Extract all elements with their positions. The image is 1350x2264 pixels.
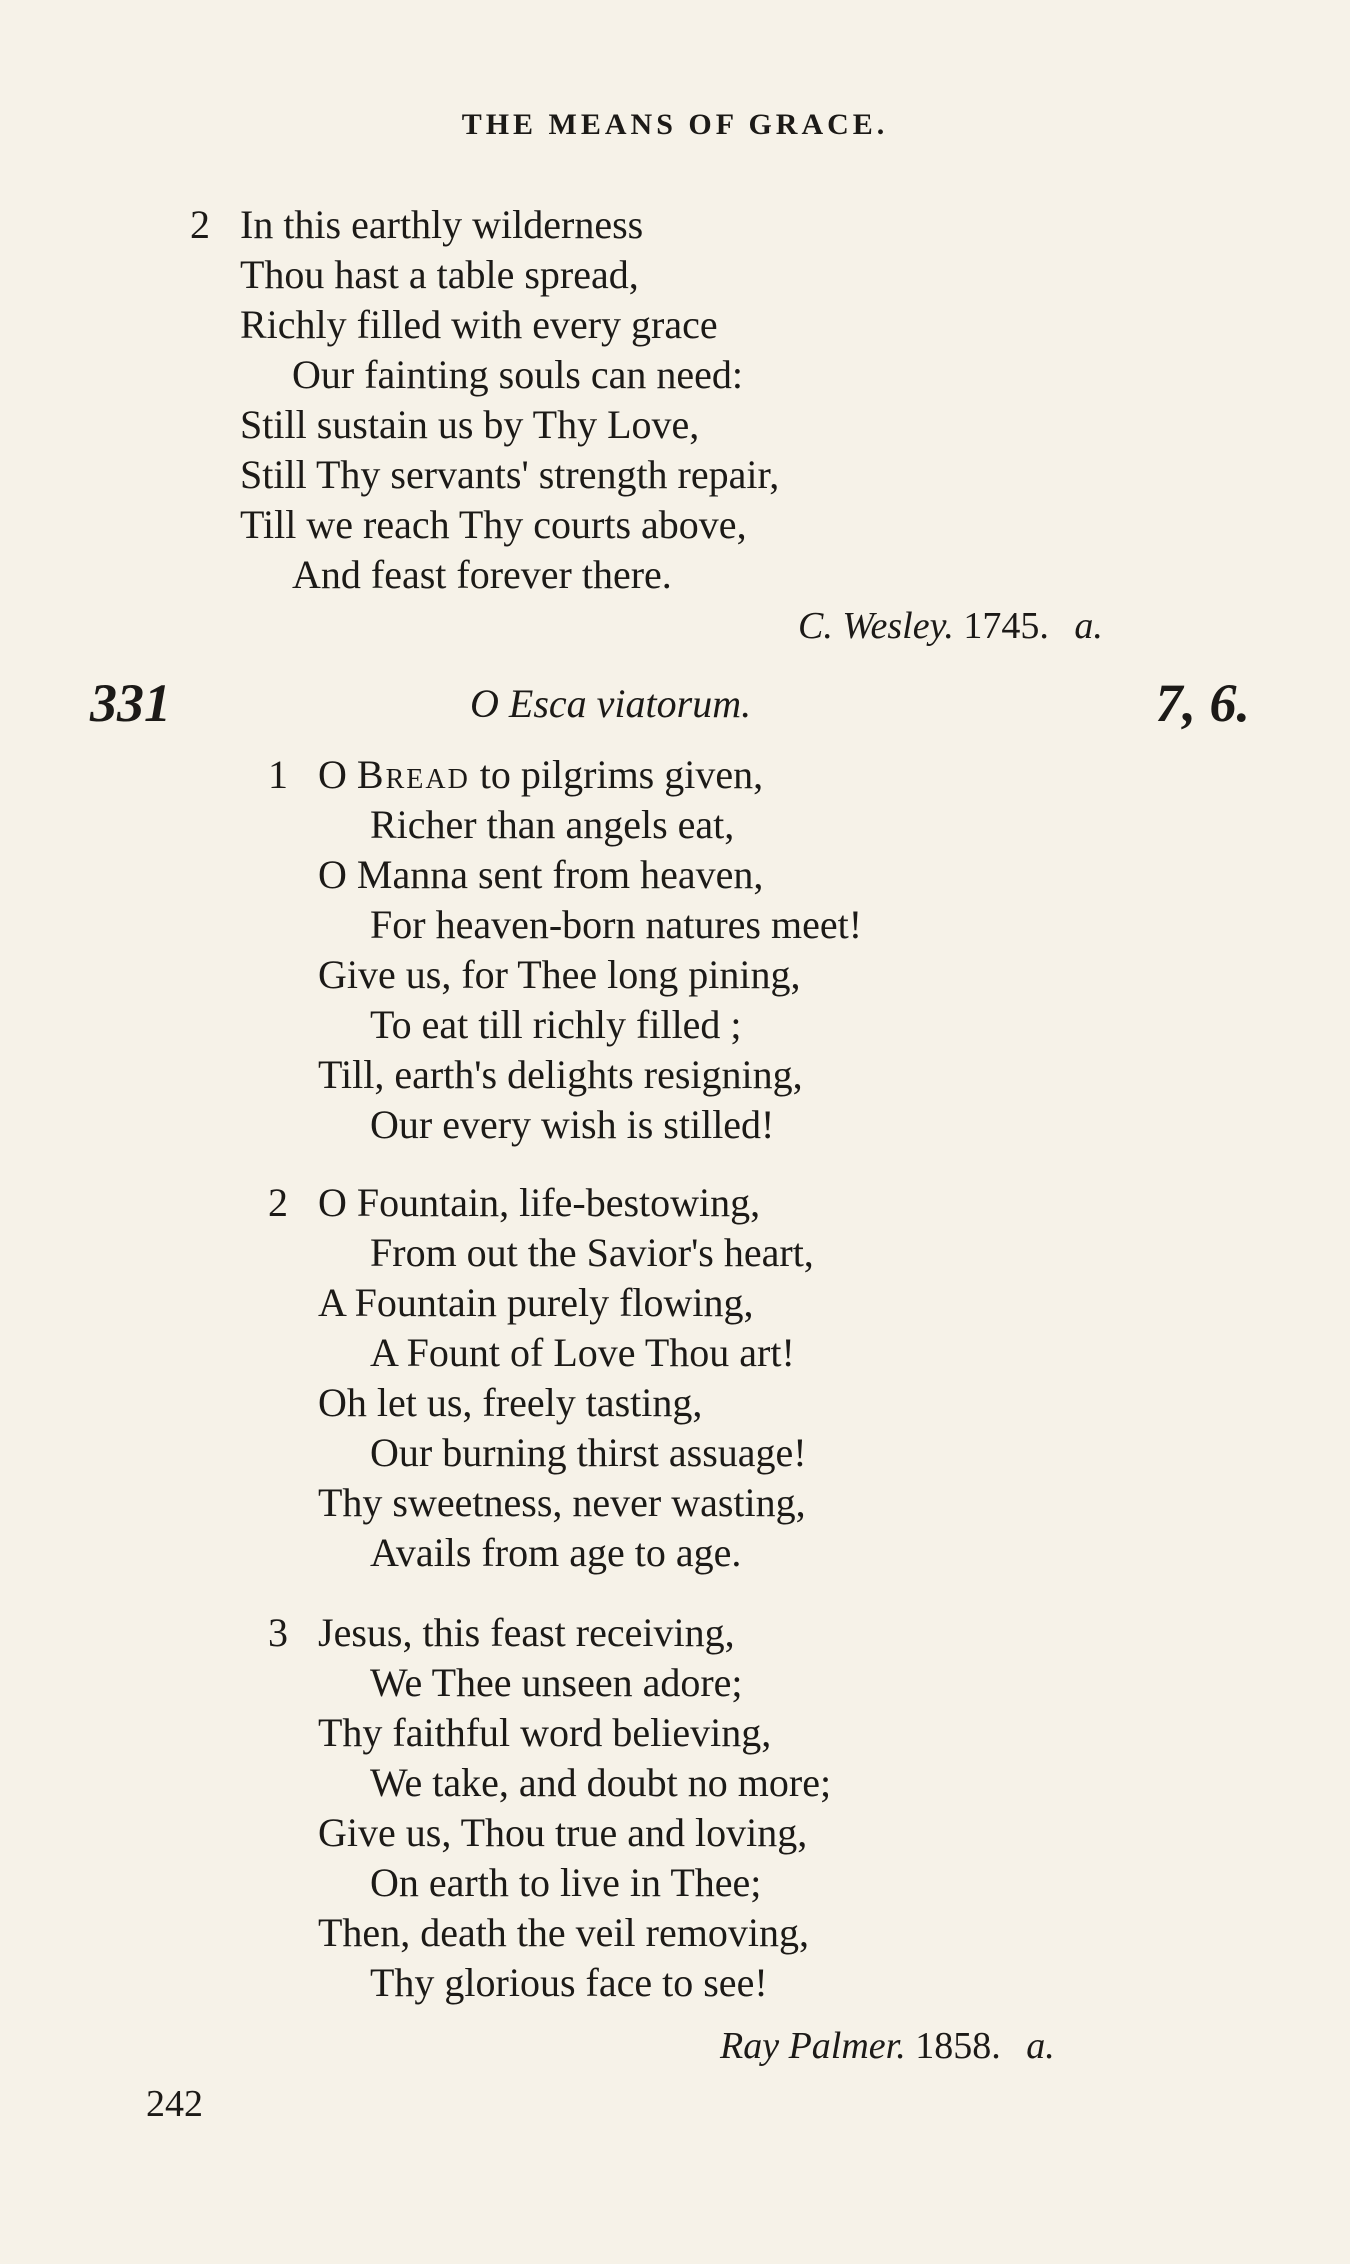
- verse-line: And feast forever there.: [292, 552, 672, 597]
- hymn-number: 331: [90, 673, 171, 733]
- verse-line: We take, and doubt no more;: [370, 1760, 832, 1805]
- verse-line: Oh let us, freely tasting,: [318, 1380, 703, 1425]
- author-year: 1858.: [915, 2025, 1001, 2067]
- verse-number: 2: [190, 202, 210, 247]
- verse-line: A Fountain purely flowing,: [318, 1280, 754, 1325]
- verse-line: Till we reach Thy courts above,: [240, 502, 747, 547]
- author-name: Ray Palmer.: [720, 2025, 906, 2067]
- verse-line: We Thee unseen adore;: [370, 1660, 743, 1705]
- verse-line: Thy sweetness, never wasting,: [318, 1480, 806, 1525]
- verse-number: 3: [268, 1610, 288, 1655]
- verse-line: 1 O Bread to pilgrims given,: [268, 750, 862, 800]
- verse-number: 2: [268, 1180, 288, 1225]
- verse-line: On earth to live in Thee;: [370, 1860, 762, 1905]
- hymn-verse-3: [268, 1608, 831, 2008]
- verse-line: Our burning thirst assuage!: [370, 1430, 807, 1475]
- verse-line: Avails from age to age.: [370, 1530, 742, 1575]
- verse-line: Richer than angels eat,: [370, 802, 735, 847]
- running-head: THE MEANS OF GRACE.: [461, 108, 889, 141]
- verse-line: A Fount of Love Thou art!: [370, 1330, 795, 1375]
- verse-line: Give us, Thou true and loving,: [318, 1810, 808, 1855]
- author-year: 1745.: [963, 605, 1049, 647]
- page-number: 242: [146, 2083, 203, 2125]
- verse-line: Our every wish is stilled!: [370, 1102, 775, 1147]
- verse-line: Thy faithful word believing,: [318, 1710, 772, 1755]
- verse-line: Richly filled with every grace: [240, 302, 718, 347]
- verse-line: Till, earth's delights resigning,: [318, 1052, 803, 1097]
- verse-line: Our fainting souls can need:: [292, 352, 743, 397]
- small-caps-word: Bread: [356, 752, 470, 797]
- verse-line: Thou hast a table spread,: [240, 252, 639, 297]
- hymn-title: O Esca viatorum.: [470, 681, 752, 726]
- verse-number: 1: [268, 752, 288, 797]
- author-abbr: a.: [1074, 605, 1103, 647]
- author-name: C. Wesley.: [798, 605, 954, 647]
- hymn-verse-1: [268, 750, 862, 1150]
- verse-line: 2 In this earthly wilderness: [190, 200, 779, 250]
- author-abbr: a.: [1026, 2025, 1055, 2067]
- verse-line: Still Thy servants' strength repair,: [240, 452, 780, 497]
- verse-line: Thy glorious face to see!: [370, 1960, 768, 2005]
- verse-line: 2 O Fountain, life-bestowing,: [268, 1178, 814, 1228]
- verse-line: From out the Savior's heart,: [370, 1230, 814, 1275]
- verse-line: Still sustain us by Thy Love,: [240, 402, 700, 447]
- verse-line: 3 Jesus, this feast receiving,: [268, 1608, 831, 1658]
- prev-hymn-verse-2: [190, 200, 779, 600]
- verse-line: For heaven-born natures meet!: [370, 902, 863, 947]
- hymn-verse-2: [268, 1178, 814, 1578]
- hymn-header: [90, 672, 1250, 736]
- prev-hymn-attribution: [798, 604, 1103, 648]
- verse-line: To eat till richly filled ;: [370, 1002, 742, 1047]
- verse-line: Give us, for Thee long pining,: [318, 952, 801, 997]
- verse-line: Then, death the veil removing,: [318, 1910, 809, 1955]
- hymn-meter: 7, 6.: [1155, 673, 1250, 733]
- verse-line: O Manna sent from heaven,: [318, 852, 764, 897]
- hymn-attribution: [720, 2024, 1055, 2068]
